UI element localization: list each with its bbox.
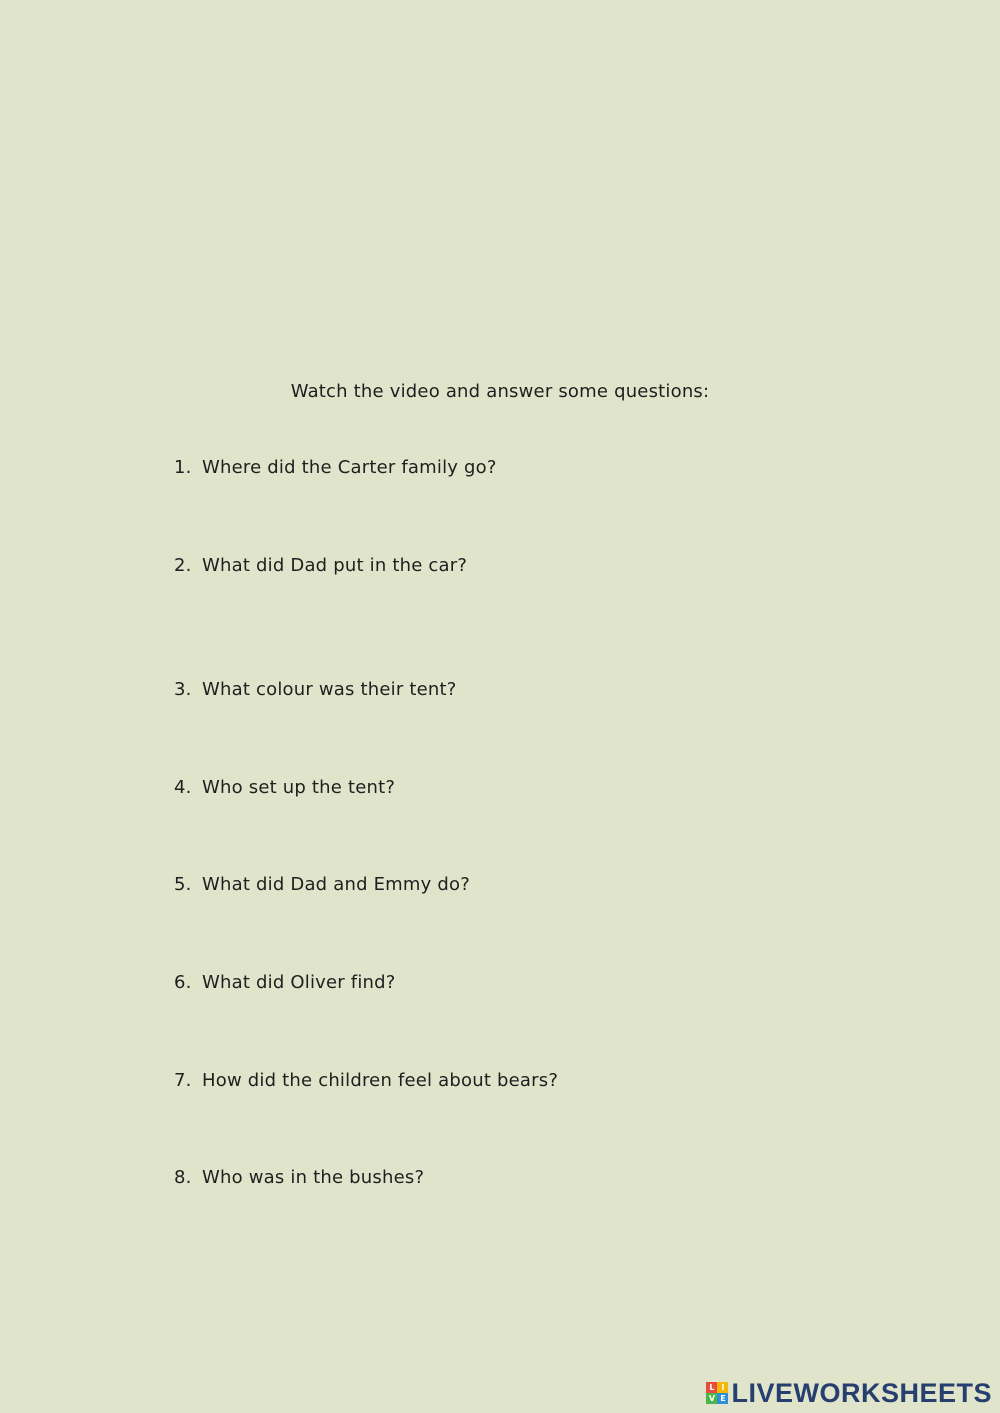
question-item xyxy=(174,777,395,798)
question-item xyxy=(174,972,396,993)
question-item xyxy=(174,1167,424,1188)
question-text: What did Dad and Emmy do? xyxy=(202,874,471,895)
brand-name: LIVEWORKSHEETS xyxy=(731,1378,992,1408)
question-number: 2. xyxy=(174,555,192,576)
question-text: What colour was their tent? xyxy=(202,679,457,700)
question-number: 1. xyxy=(174,457,192,478)
liveworksheets-logo-icon xyxy=(706,1382,728,1404)
logo-letter: E xyxy=(717,1393,728,1404)
question-text: What did Oliver find? xyxy=(202,972,396,993)
question-number: 3. xyxy=(174,679,192,700)
question-item xyxy=(174,874,470,895)
question-item xyxy=(174,1070,558,1091)
question-text: Who was in the bushes? xyxy=(202,1167,425,1188)
question-item xyxy=(174,555,467,576)
question-number: 5. xyxy=(174,874,192,895)
question-number: 4. xyxy=(174,777,192,798)
question-text: Who set up the tent? xyxy=(202,777,396,798)
liveworksheets-brand xyxy=(706,1379,992,1407)
instruction-text: Watch the video and answer some questions: xyxy=(290,381,710,402)
question-text: What did Dad put in the car? xyxy=(202,555,468,576)
question-number: 7. xyxy=(174,1070,192,1091)
logo-letter: V xyxy=(706,1393,717,1404)
question-item xyxy=(174,457,497,478)
question-number: 6. xyxy=(174,972,192,993)
question-number: 8. xyxy=(174,1167,192,1188)
question-item xyxy=(174,679,457,700)
logo-letter: L xyxy=(706,1382,717,1393)
question-text: Where did the Carter family go? xyxy=(202,457,497,478)
logo-letter: I xyxy=(717,1382,728,1393)
question-text: How did the children feel about bears? xyxy=(202,1070,559,1091)
